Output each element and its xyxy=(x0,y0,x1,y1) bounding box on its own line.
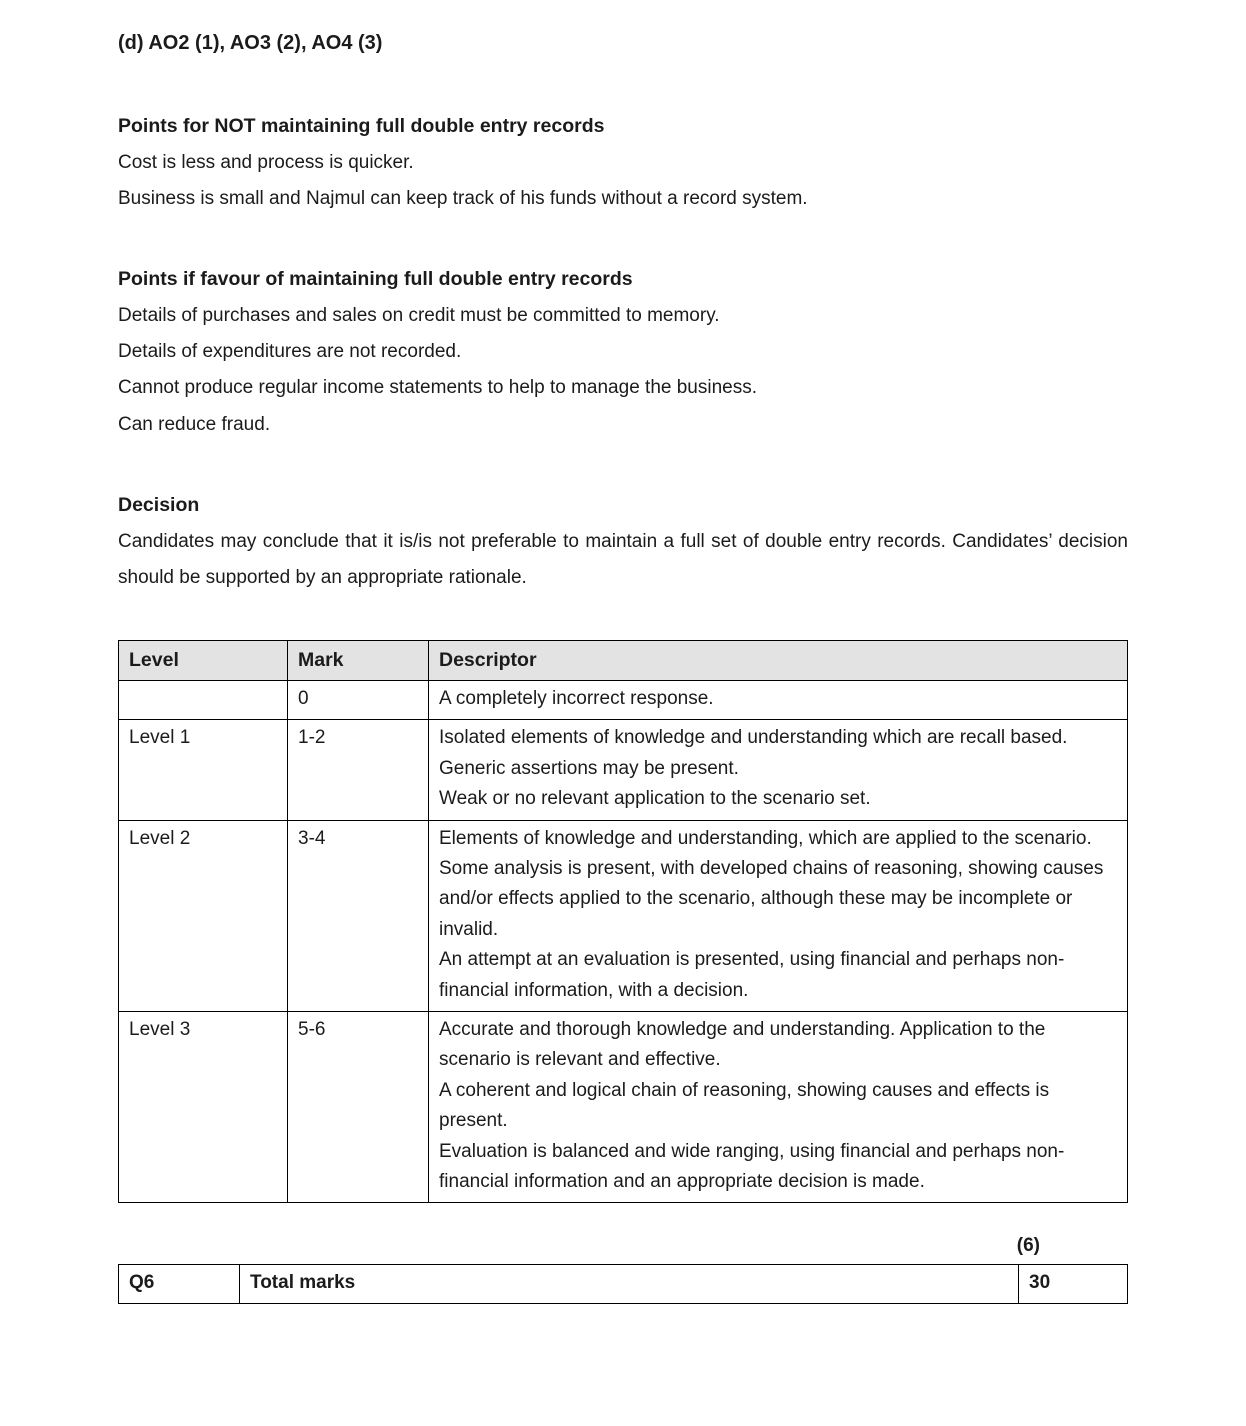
table-row xyxy=(119,1011,1128,1202)
descriptor-line: A coherent and logical chain of reasoning, showing causes and effects is present. xyxy=(439,1079,1050,1132)
paragraph-line: Details of purchases and sales on credit must be committed to memory. xyxy=(118,305,720,327)
descriptor-line: Accurate and thorough knowledge and understanding. Application to the scenario is relevant and effective. xyxy=(439,1018,1046,1071)
levels-table xyxy=(118,640,1128,1203)
paragraph-line: Candidates may conclude that it is/is not preferable to maintain a full set of double entry records. Candidates’ decision should be supported by an appropriate rationale. xyxy=(118,530,1128,588)
level-cell: Level 2 xyxy=(119,820,288,1011)
descriptor-line: A completely incorrect response. xyxy=(439,688,714,710)
header-level: Level xyxy=(119,640,288,680)
descriptor-line: Generic assertions may be present. xyxy=(439,757,739,779)
total-marks-table xyxy=(118,1264,1128,1304)
mark-cell: 5-6 xyxy=(288,1011,429,1202)
descriptor-line: Elements of knowledge and understanding, which are applied to the scenario. xyxy=(439,827,1092,849)
section-points-for xyxy=(118,261,1128,442)
section-title: Decision xyxy=(118,493,200,516)
level-cell xyxy=(119,681,288,720)
descriptor-line: Weak or no relevant application to the scenario set. xyxy=(439,788,871,810)
descriptor-cell xyxy=(429,681,1128,720)
paragraph-line: Can reduce fraud. xyxy=(118,413,271,435)
section-title: Points if favour of maintaining full double entry records xyxy=(118,268,633,291)
table-row xyxy=(119,720,1128,820)
section-decision xyxy=(118,487,1128,596)
header-mark: Mark xyxy=(288,640,429,680)
descriptor-cell xyxy=(429,720,1128,820)
table-row xyxy=(119,1264,1128,1303)
descriptor-line: An attempt at an evaluation is presented, using financial and perhaps non-financial information, with a decision. xyxy=(439,949,1065,1001)
section-points-against xyxy=(118,108,1128,217)
total-marks-label-cell: Total marks xyxy=(240,1264,1019,1303)
header-descriptor: Descriptor xyxy=(429,640,1128,680)
level-cell: Level 3 xyxy=(119,1011,288,1202)
descriptor-cell xyxy=(429,1011,1128,1202)
descriptor-line: Isolated elements of knowledge and understanding which are recall based. xyxy=(439,727,1068,749)
descriptor-line: Some analysis is present, with developed chains of reasoning, showing causes and/or effects applied to the scenario, although these may be incomplete or invalid. xyxy=(439,858,1104,940)
marks-available-note: (6) xyxy=(1016,1235,1040,1257)
paragraph-line: Cannot produce regular income statements to help to manage the business. xyxy=(118,377,757,399)
section-title: Points for NOT maintaining full double entry records xyxy=(118,115,605,137)
mark-cell: 3-4 xyxy=(288,820,429,1011)
mark-cell: 0 xyxy=(288,681,429,720)
table-row xyxy=(119,820,1128,1011)
paragraph-line: Cost is less and process is quicker. xyxy=(118,152,414,174)
table-row xyxy=(119,681,1128,720)
total-marks-value-cell: 30 xyxy=(1019,1264,1128,1303)
paragraph-line: Business is small and Najmul can keep track of his funds without a record system. xyxy=(118,188,808,210)
mark-cell: 1-2 xyxy=(288,720,429,820)
paragraph-line: Details of expenditures are not recorded. xyxy=(118,341,462,363)
descriptor-cell xyxy=(429,820,1128,1011)
question-part-heading: (d) AO2 (1), AO3 (2), AO4 (3) xyxy=(118,32,383,54)
table-header-row xyxy=(119,640,1128,680)
level-cell: Level 1 xyxy=(119,720,288,820)
question-number-cell: Q6 xyxy=(119,1264,240,1303)
descriptor-line: Evaluation is balanced and wide ranging, using financial and perhaps non-financial information and an appropriate decision is made. xyxy=(439,1140,1065,1192)
